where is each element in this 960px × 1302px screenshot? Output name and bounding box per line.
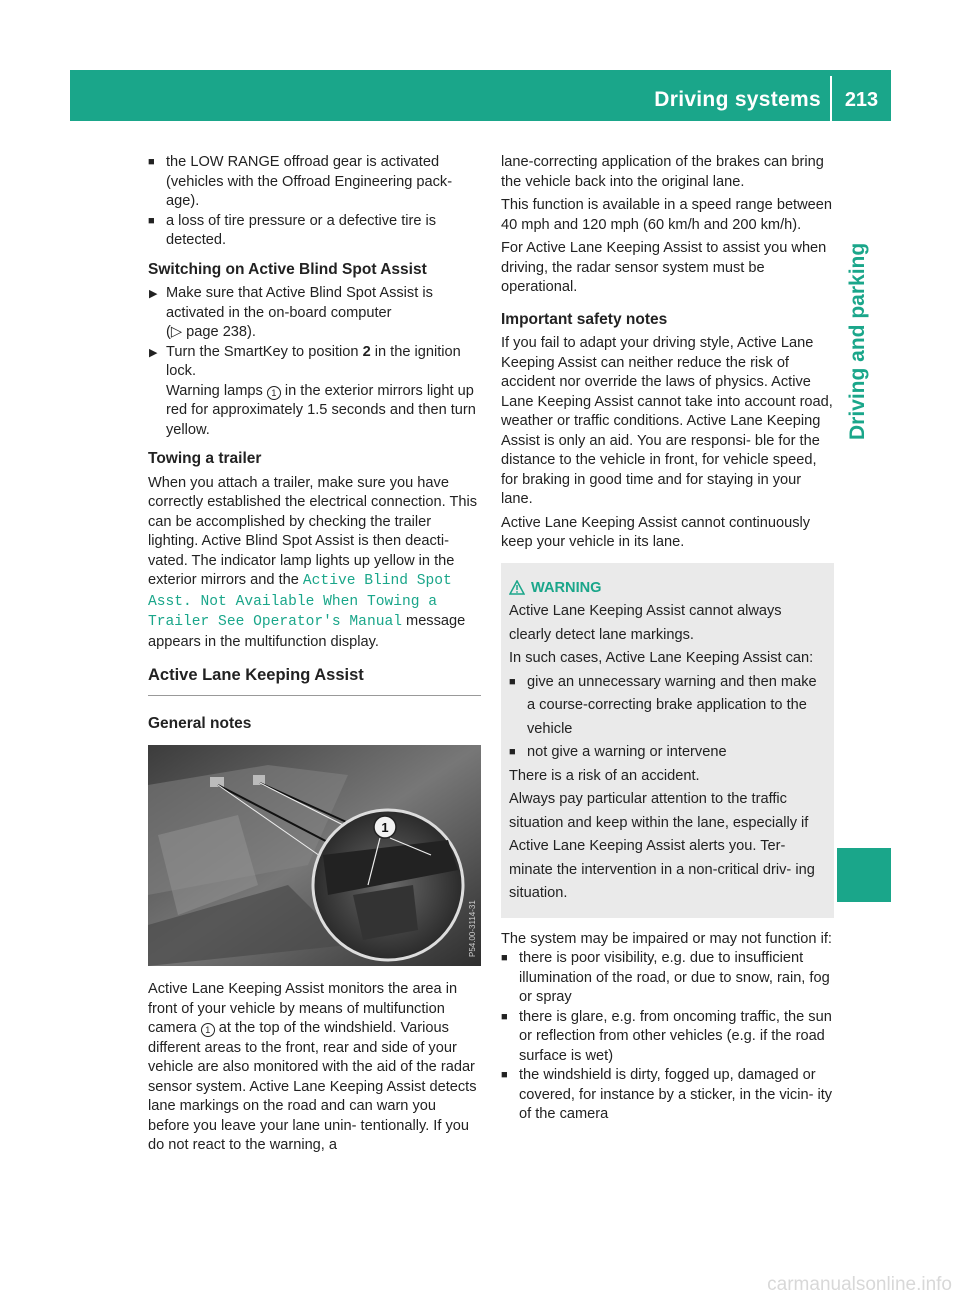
list-item: ■ give an unnecessary warning and then make a course-correcting brake application to the vehicle bbox=[509, 671, 826, 742]
impair-intro: The system may be impaired or may not function if: bbox=[501, 930, 832, 947]
right-column bbox=[501, 153, 834, 1125]
section-title: Driving systems bbox=[654, 88, 821, 111]
figure-code: P54.00-3114-31 bbox=[468, 900, 477, 957]
list-item: ■ not give a warning or intervene bbox=[509, 741, 826, 765]
general-notes-heading: General notes bbox=[148, 714, 252, 732]
switching-heading: Switching on Active Blind Spot Assist bbox=[148, 260, 427, 278]
paragraph: This function is available in a speed range between 40 mph and 120 mph (60 km/h and 200 km/h). bbox=[501, 197, 833, 233]
bullet-icon: ■ bbox=[148, 156, 155, 168]
windshield-camera-image bbox=[148, 745, 481, 966]
list-item: ■ there is glare, e.g. from oncoming traffic, the sun or reflection from other vehicles (e.g. if the road surface is wet) bbox=[501, 1008, 832, 1064]
arrow-step-icon: ▶ bbox=[149, 346, 158, 359]
bullet-icon: ■ bbox=[501, 952, 508, 964]
warning-box bbox=[501, 563, 834, 918]
page-ref-arrow-icon: ▷ bbox=[170, 324, 183, 340]
list-item: ■ the LOW RANGE offroad gear is activated (vehicles with the Offroad Engineering pack- age). bbox=[148, 154, 453, 209]
list-item: ■ there is poor visibility, e.g. due to insufficient illumination of the road, or due to snow, rain, fog or spray bbox=[501, 950, 830, 1005]
safety-text: If you fail to adapt your driving style, Active Lane Keeping Assist can neither reduce the risk of accident nor override the laws of physics. Active Lane Keeping Assist cannot take into account road, weather or traffic conditions. Active Lane Keeping Assist is only an aid. You are responsi- ble for the distance to the vehicle in front, for vehicle speed, for braking in good time and for staying in your lane. bbox=[501, 335, 833, 507]
paragraph: For Active Lane Keeping Assist to assist you when driving, the radar sensor system must be operational. bbox=[501, 240, 827, 295]
warning-text: In such cases, Active Lane Keeping Assist can: bbox=[509, 650, 814, 666]
bullet-icon: ■ bbox=[501, 1010, 508, 1023]
warning-heading: WARNING bbox=[509, 577, 826, 601]
general-notes-text: Active Lane Keeping Assist monitors the area in front of your vehicle by means of multifunction camera 1 at the top of the windshield. Various different areas to the front, rear and side of your vehicle are also monitored with the aid of the radar sensor system. Active Lane Keeping Assist detects lane markings on the road and can warn you before you leave your lane unin- tentionally. If you do not react to the warning, a bbox=[148, 981, 477, 1153]
callout-1-icon: 1 bbox=[267, 386, 281, 400]
lka-heading: Active Lane Keeping Assist bbox=[148, 666, 481, 696]
list-item: ■ a loss of tire pressure or a defective tire is detected. bbox=[148, 212, 437, 248]
bullet-icon: ■ bbox=[148, 214, 155, 227]
step-item: ▶ Make sure that Active Blind Spot Assist is activated in the on-board computer (▷ page 238). bbox=[149, 285, 433, 340]
towing-heading: Towing a trailer bbox=[148, 450, 262, 467]
page-number: 213 bbox=[844, 89, 879, 111]
warning-text: Active Lane Keeping Assist cannot always clearly detect lane markings. bbox=[509, 603, 782, 643]
page-header bbox=[70, 70, 891, 121]
page-reference[interactable]: page 238). bbox=[186, 324, 256, 340]
display-message: Active Blind Spot Asst. Not Available When Towing a Trailer See Operator's Manual bbox=[148, 573, 452, 630]
chapter-tab-marker bbox=[837, 848, 891, 902]
left-column bbox=[148, 153, 481, 1156]
arrow-step-icon: ▶ bbox=[149, 288, 158, 300]
camera-illustration bbox=[148, 745, 481, 966]
paragraph: lane-correcting application of the brakes can bring the vehicle back into the original lane. bbox=[501, 154, 824, 190]
warning-triangle-icon bbox=[509, 580, 525, 595]
warning-text: Always pay particular attention to the traffic situation and keep within the lane, especially if Active Lane Keeping Assist alerts you. Ter- minate the intervention in a non-critical driv- ing situation. bbox=[509, 791, 815, 901]
figure-callout-label: 1 bbox=[381, 820, 389, 835]
callout-1-icon: 1 bbox=[201, 1023, 215, 1037]
safety-heading: Important safety notes bbox=[501, 310, 668, 328]
watermark: carmanualsonline.info bbox=[767, 1274, 952, 1295]
bullet-icon: ■ bbox=[509, 746, 516, 758]
chapter-tab-label: Driving and parking bbox=[846, 242, 869, 440]
bullet-icon: ■ bbox=[501, 1069, 508, 1081]
bullet-icon: ■ bbox=[509, 675, 516, 688]
step-item: ▶ Turn the SmartKey to position 2 in the ignition lock. Warning lamps 1 in the exterior mirrors light up red for approximately 1.5 seconds and then turn yellow. bbox=[149, 343, 476, 438]
safety-text: Active Lane Keeping Assist cannot continuously keep your vehicle in its lane. bbox=[501, 514, 811, 550]
list-item: ■ the windshield is dirty, fogged up, damaged or covered, for instance by a sticker, in the vicin- ity of the camera bbox=[501, 1067, 833, 1122]
towing-text: When you attach a trailer, make sure you have correctly established the electrical connection. This can be accomplished by checking the trailer lighting. Active Blind Spot Assist is then deacti- vated. The indicator lamp lights up yellow in the exterior mirrors and the Active Blind Spot Asst. Not Available When Towing a Trailer See Operator's Manual message appears in the multifunction display. bbox=[148, 474, 478, 650]
warning-text: There is a risk of an accident. bbox=[509, 767, 700, 784]
